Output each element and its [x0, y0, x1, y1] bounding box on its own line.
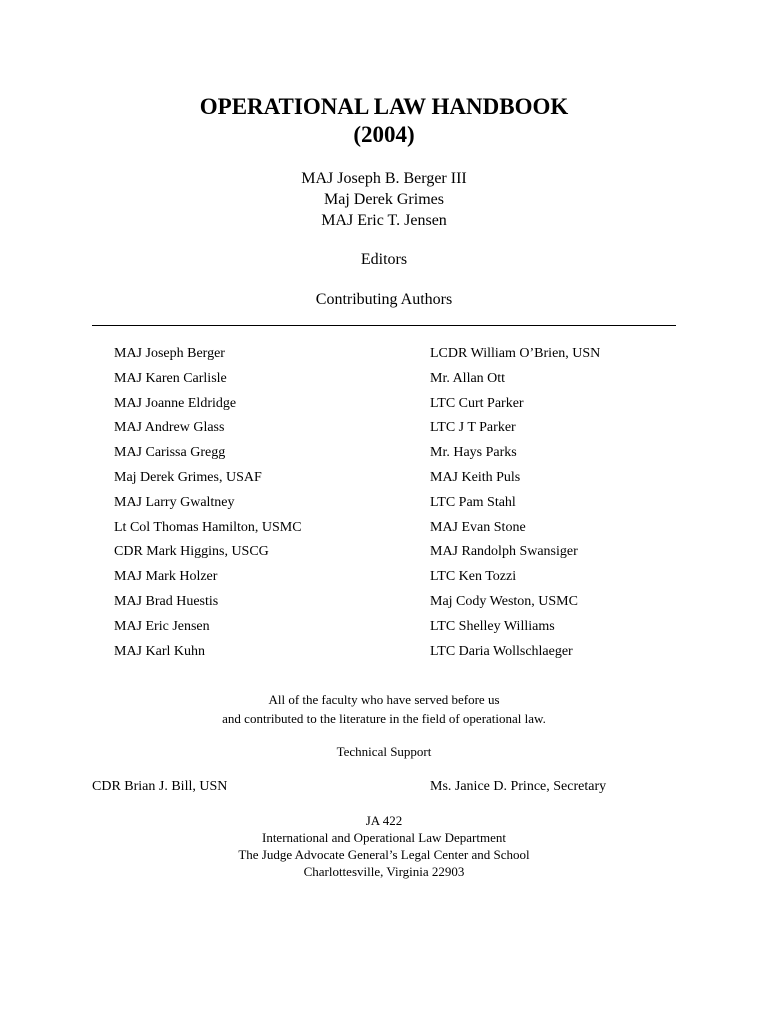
authors-right-column	[430, 344, 600, 666]
editor-name: MAJ Joseph B. Berger III	[301, 170, 467, 187]
footer-location: Charlottesville, Virginia 22903	[303, 864, 465, 879]
author-name: MAJ Evan Stone	[430, 519, 526, 535]
document-title	[0, 93, 768, 149]
author-name: MAJ Karen Carlisle	[114, 370, 227, 386]
footer-block	[0, 812, 768, 880]
author-name: MAJ Mark Holzer	[114, 569, 218, 585]
author-name: LCDR William O’Brien, USN	[430, 346, 601, 361]
footer-school: The Judge Advocate General’s Legal Center and School	[238, 847, 530, 862]
author-name: MAJ Eric Jensen	[114, 618, 210, 634]
faculty-note-line: and contributed to the literature in the field of operational law.	[222, 711, 546, 726]
author-name: LTC J T Parker	[430, 420, 516, 436]
technical-support-left: CDR Brian J. Bill, USN	[92, 779, 228, 794]
author-name: MAJ Larry Gwaltney	[114, 494, 235, 510]
author-name: LTC Pam Stahl	[430, 494, 516, 510]
footer-code: JA 422	[365, 813, 403, 828]
technical-support-right: Ms. Janice D. Prince, Secretary	[430, 779, 607, 794]
author-name: MAJ Randolph Swansiger	[430, 544, 578, 560]
editor-name: Maj Derek Grimes	[324, 191, 444, 208]
author-name: LTC Daria Wollschlaeger	[430, 643, 573, 659]
footer-department: International and Operational Law Department	[261, 830, 506, 845]
title-year: (2004)	[353, 122, 415, 147]
title-line-1: OPERATIONAL LAW HANDBOOK	[199, 94, 569, 119]
author-name: Mr. Allan Ott	[430, 370, 506, 386]
contributing-authors-heading: Contributing Authors	[315, 291, 453, 308]
author-name: MAJ Brad Huestis	[114, 593, 219, 609]
author-name: Lt Col Thomas Hamilton, USMC	[114, 519, 302, 535]
technical-support-heading: Technical Support	[336, 744, 432, 759]
faculty-acknowledgement	[0, 690, 768, 728]
horizontal-rule	[92, 325, 676, 326]
author-name: LTC Shelley Williams	[430, 618, 555, 634]
author-name: MAJ Andrew Glass	[114, 420, 225, 436]
author-name: MAJ Carissa Gregg	[114, 445, 226, 461]
author-name: Mr. Hays Parks	[430, 445, 517, 461]
author-name: LTC Curt Parker	[430, 395, 524, 411]
author-name: MAJ Joanne Eldridge	[114, 395, 237, 411]
editors-heading: Editors	[360, 251, 408, 268]
author-name: CDR Mark Higgins, USCG	[114, 544, 269, 560]
author-name: Maj Cody Weston, USMC	[430, 593, 578, 609]
authors-left-column	[114, 344, 302, 666]
faculty-note-line: All of the faculty who have served before us	[268, 692, 500, 707]
author-name: LTC Ken Tozzi	[430, 569, 517, 585]
author-name: MAJ Keith Puls	[430, 469, 521, 485]
author-name: Maj Derek Grimes, USAF	[114, 469, 262, 485]
author-name: MAJ Karl Kuhn	[114, 643, 205, 659]
author-name: MAJ Joseph Berger	[114, 346, 225, 361]
editor-list	[0, 168, 768, 231]
editor-name: MAJ Eric T. Jensen	[321, 212, 447, 229]
